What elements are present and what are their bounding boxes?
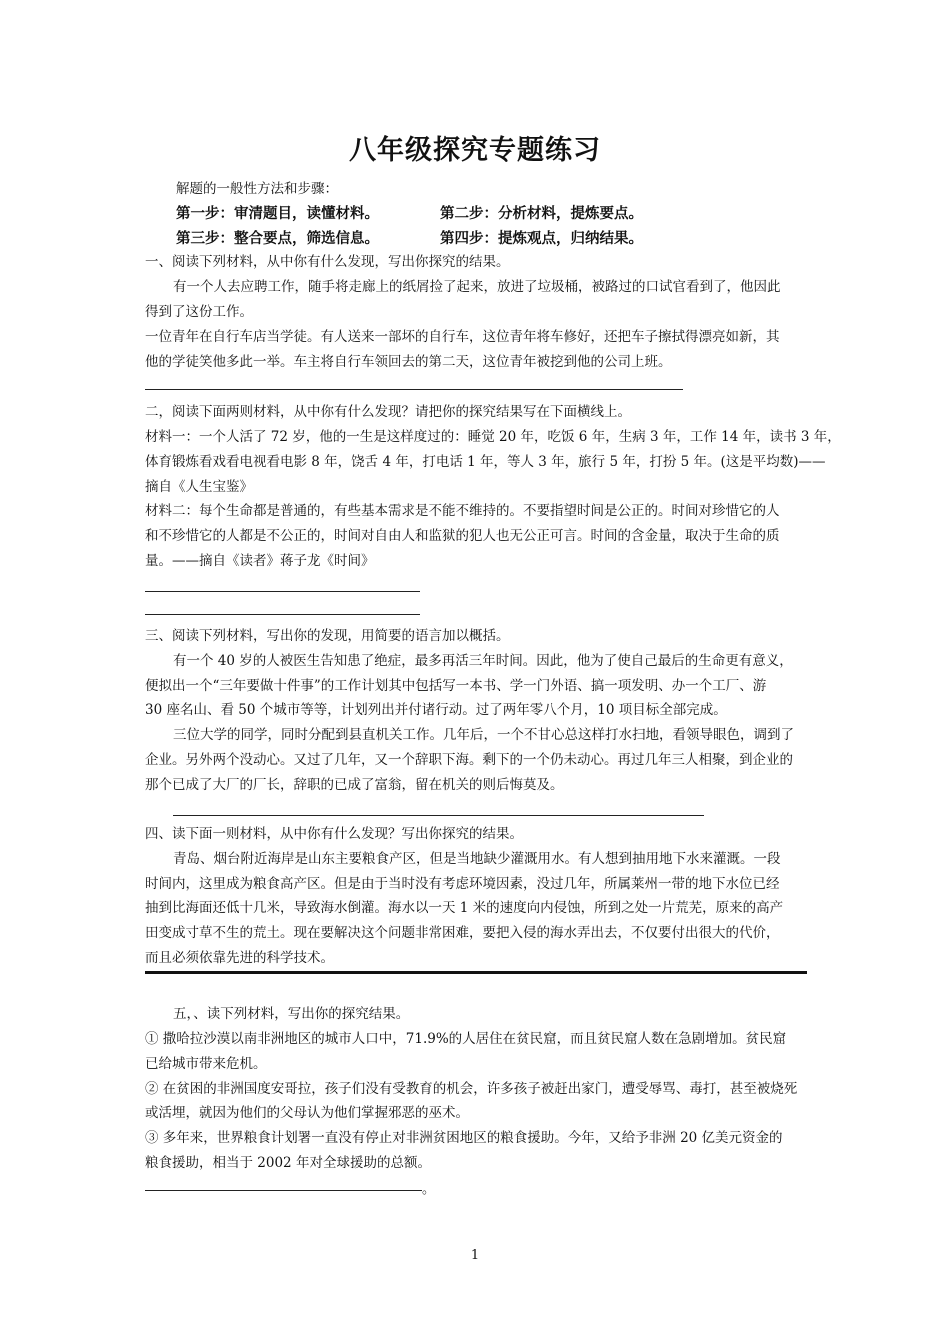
q3-paragraph-line: 那个已成了大厂的厂长，辞职的已成了富翁，留在机关的则后悔莫及。 (145, 777, 564, 793)
q3-paragraph-line: 便拟出一个“三年要做十件事”的工作计划其中包括写一本书、学一门外语、搞一项发明、办一个工厂、游 (145, 678, 767, 694)
q1-paragraph-line: 有一个人去应聘工作，随手将走廊上的纸屑捡了起来，放进了垃圾桶，被路过的口试官看到了，他因此 (173, 279, 781, 295)
q2-heading: 二，阅读下面两则材料，从中你有什么发现？请把你的探究结果写在下面横线上。 (145, 404, 631, 420)
q5-item-line: ① 撒哈拉沙漠以南非洲地区的城市人口中，71.9%的人居住在贫民窟，而且贫民窟人数在急剧增加。贫民窟 (145, 1031, 787, 1047)
q4-paragraph-line: 田变成寸草不生的荒土。现在要解决这个问题非常困难，要把入侵的海水弄出去，不仅要付出很大的代价， (145, 925, 780, 941)
q5-heading: 五，、读下列材料，写出你的探究结果。 (173, 1006, 410, 1022)
q5-item-line: 粮食援助，相当于 2002 年对全球援助的总额。 (145, 1155, 431, 1171)
q4-answer-line (145, 971, 807, 974)
q2-material-line: 量。——摘自《读者》蒋子龙《时间》 (145, 553, 375, 569)
q4-paragraph-line: 抽到比海面还低十几米，导致海水倒灌。海水以一天 1 米的速度向内侵蚀，所到之处一片荒芜，原来的高产 (145, 900, 784, 916)
q3-heading: 三、阅读下列材料，写出你的发现，用简要的语言加以概括。 (145, 628, 510, 644)
q3-answer-line (173, 815, 704, 816)
step-2: 第二步：分析材料，提炼要点。 (440, 206, 643, 222)
q4-paragraph-line: 时间内，这里成为粮食高产区。但是由于当时没有考虑环境因素，没过几年，所属莱州一带的地下水位已经 (145, 876, 780, 892)
q5-item-line: 已给城市带来危机。 (145, 1056, 267, 1072)
q2-answer-line (145, 591, 420, 592)
q2-material-line: 和不珍惜它的人都是不公正的，时间对自由人和监狱的犯人也无公正可言。时间的含金量，取决于生命的质 (145, 528, 780, 544)
q3-paragraph-line: 企业。另外两个没动心。又过了几年，又一个辞职下海。剩下的一个仍未动心。再过几年三人相聚，到企业的 (145, 752, 793, 768)
q1-answer-line (145, 389, 683, 390)
q5-end-punctuation: 。 (422, 1182, 436, 1197)
q2-material-line: 材料二：每个生命都是普通的，有些基本需求是不能不维持的。不要指望时间是公正的。时间对珍惜它的人 (145, 503, 780, 519)
page-number: 1 (470, 1248, 480, 1263)
q2-answer-line (145, 614, 420, 615)
q3-paragraph-line: 有一个 40 岁的人被医生告知患了绝症，最多再活三年时间。因此，他为了使自己最后的生命更有意义， (173, 653, 793, 669)
steps-row-1 (176, 205, 841, 223)
q2-material-line: 体育锻炼看戏看电视看电影 8 年，饶舌 4 年，打电话 1 年，等人 3 年，旅行 5 年，打扮 5 年。(这是平均数)—— (145, 454, 826, 470)
q4-paragraph-line: 青岛、烟台附近海岸是山东主要粮食产区，但是当地缺少灌溉用水。有人想到抽用地下水来灌溉。一段 (173, 851, 781, 867)
q1-paragraph-line: 一位青年在自行车店当学徒。有人送来一部坏的自行车，这位青年将车修好，还把车子擦拭得漂亮如新，其 (145, 329, 780, 345)
steps-row-2 (176, 230, 841, 248)
intro-text: 解题的一般性方法和步骤： (176, 181, 338, 197)
step-4: 第四步：提炼观点，归纳结果。 (440, 231, 643, 247)
q5-item-line: ② 在贫困的非洲国度安哥拉，孩子们没有受教育的机会，许多孩子被赶出家门，遭受辱骂、毒打，甚至被烧死 (145, 1081, 798, 1097)
q5-answer-line (145, 1190, 422, 1191)
q1-paragraph-line: 他的学徒笑他多此一举。车主将自行车领回去的第二天，这位青年被挖到他的公司上班。 (145, 354, 672, 370)
q1-heading: 一、阅读下列材料，从中你有什么发现，写出你探究的结果。 (145, 254, 510, 270)
q2-material-line: 摘自《人生宝鉴》 (145, 479, 253, 495)
q2-material-line: 材料一：一个人活了 72 岁，他的一生是这样度过的：睡觉 20 年，吃饭 6 年，生病 3 年，工作 14 年，读书 3 年， (145, 429, 841, 445)
q5-item-line: 或活埋，就因为他们的父母认为他们掌握邪恶的巫术。 (145, 1105, 469, 1121)
q4-paragraph-line: 而且必须依靠先进的科学技术。 (145, 950, 334, 966)
step-3: 第三步：整合要点，筛选信息。 (176, 231, 379, 247)
step-1: 第一步：审清题目，读懂材料。 (176, 206, 379, 222)
q4-heading: 四、读下面一则材料，从中你有什么发现？写出你探究的结果。 (145, 826, 523, 842)
q5-item-line: ③ 多年来，世界粮食计划署一直没有停止对非洲贫困地区的粮食援助。今年，又给予非洲 20 亿美元资金的 (145, 1130, 783, 1146)
q3-paragraph-line: 30 座名山、看 50 个城市等等，计划列出并付诸行动。过了两年零八个月，10 项目标全部完成。 (145, 702, 727, 718)
q3-paragraph-line: 三位大学的同学，同时分配到县直机关工作。几年后，一个不甘心总这样打水扫地，看领导眼色，调到了 (173, 727, 794, 743)
q1-paragraph-line: 得到了这份工作。 (145, 304, 253, 320)
page-title: 八年级探究专题练习 (349, 135, 601, 166)
